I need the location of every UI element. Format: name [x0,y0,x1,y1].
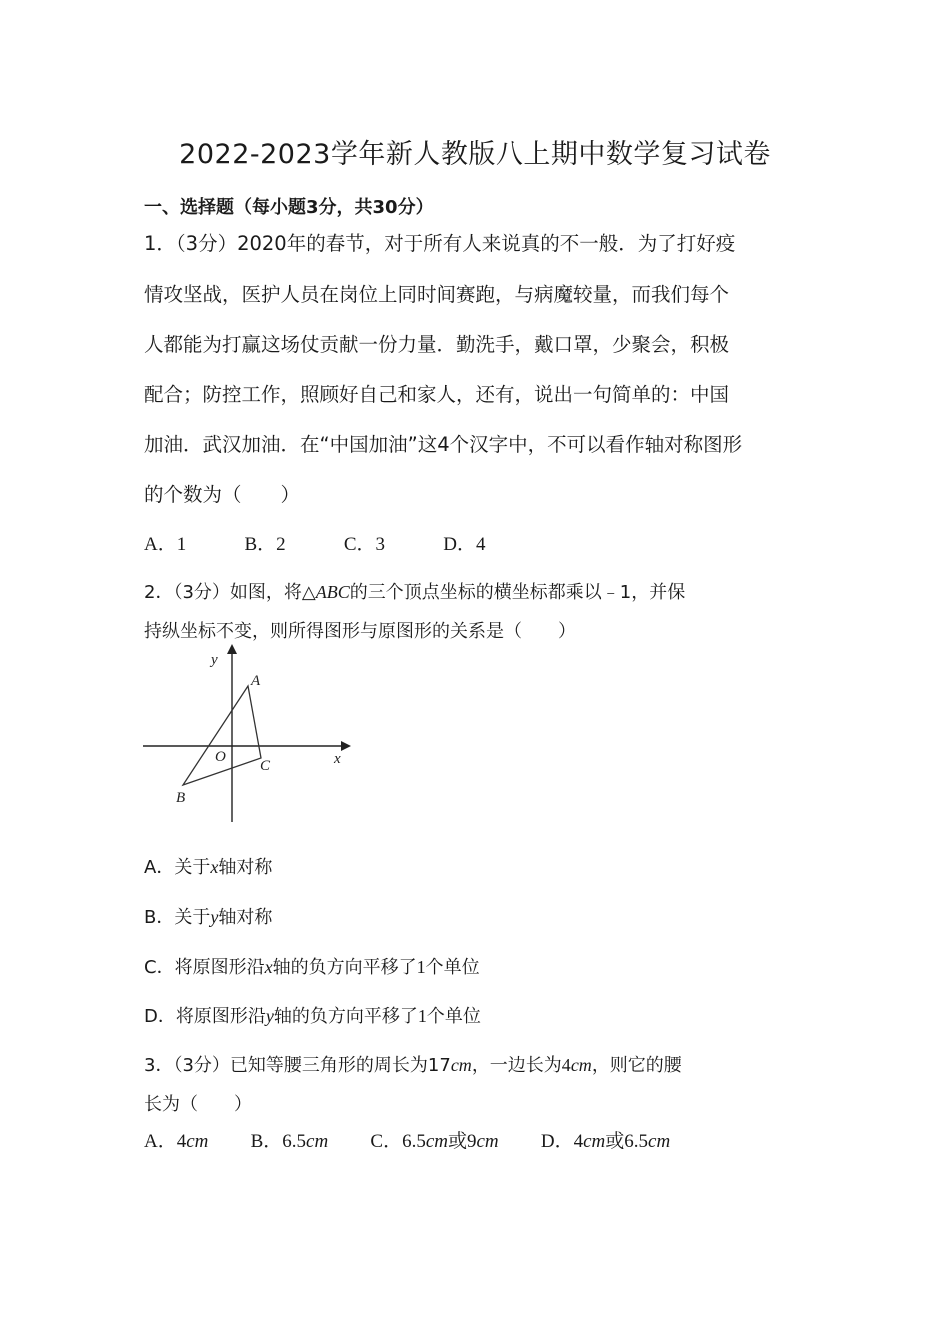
y-axis-arrow [227,644,237,654]
page-title: 2022-2023学年新人教版八上期中数学复习试卷 [179,139,771,170]
q3-option-d-unit-2: cm [648,1131,671,1152]
q1-option-b: B．2 [244,534,286,555]
q3-option-a [144,1126,208,1153]
q3-unit-1: cm [450,1055,472,1075]
q3-line-1-c: ，则它的腰 [591,1055,682,1075]
q2-option-b-rest: 轴对称 [218,907,273,927]
q1-line-6: 的个数为（ ） [144,483,301,506]
q3-option-c-text-2: 或9 [447,1131,477,1152]
q2-option-c-var: x [264,957,273,977]
q3-option-c-unit: cm [425,1131,448,1152]
q3-unit-2: cm [570,1055,592,1075]
q3-option-d-unit: cm [583,1131,606,1152]
q3-line-1-a: 3．（3分）已知等腰三角形的周长为17 [144,1055,451,1076]
q3-line-1 [144,1051,682,1077]
q2-line-1-a: 2．（3分）如图，将△ [144,582,316,603]
q1-line-3: 人都能为打赢这场仗贡献一份力量．勤洗手，戴口罩，少聚会，积极 [144,333,730,356]
q3-line-1-b: ，一边长为4 [471,1055,571,1075]
q1-line-4: 配合；防控工作，照顾好自己和家人，还有，说出一句简单的：中国 [144,383,730,406]
q3-option-c [370,1126,498,1153]
q3-option-d [541,1126,670,1153]
q2-option-a [144,853,272,879]
q2-option-a-rest: 轴对称 [218,857,273,877]
triangle-abc [183,686,261,785]
q1-line-5: 加油．武汉加油．在“中国加油”这4个汉字中，不可以看作轴对称图形 [144,433,743,456]
q3-option-c-text: C．6.5 [370,1131,426,1152]
x-axis-arrow [341,741,351,751]
q2-option-c-text: C．将原图形沿 [144,957,265,978]
q3-option-d-text-2: 或6.5 [605,1131,649,1152]
coordinate-figure [140,642,360,827]
q2-option-b [144,903,272,929]
q2-option-d-rest: 轴的负方向平移了1个单位 [273,1006,481,1026]
vertex-a-label: A [251,673,261,689]
q2-option-c [144,953,480,979]
q3-option-a-text: A．4 [144,1131,187,1152]
q3-option-c-unit-2: cm [476,1131,499,1152]
q3-option-a-unit: cm [186,1131,209,1152]
q2-triangle-label: ABC [315,582,350,602]
x-axis-label: x [334,751,341,767]
q3-option-b-unit: cm [306,1131,329,1152]
q3-line-2: 长为（ ） [144,1094,252,1114]
q1-options [144,529,537,556]
q1-line-1: 1．（3分）2020年的春节，对于所有人来说真的不一般．为了打好疫 [144,232,736,255]
q3-option-d-text: D．4 [540,1131,584,1152]
q2-line-2: 持纵坐标不变，则所得图形与原图形的关系是（ ） [144,621,576,642]
q3-option-b-text: B．6.5 [250,1131,307,1152]
q2-option-d-text: D．将原图形沿 [144,1006,266,1027]
q1-line-2: 情攻坚战，医护人员在岗位上同时间赛跑，与病魔较量，而我们每个 [144,283,730,306]
y-axis-label: y [211,652,218,668]
q2-option-a-var: x [210,857,219,877]
q2-option-a-text: A．关于 [144,857,211,878]
q1-option-c: C．3 [343,534,386,555]
q3-option-b [251,1126,329,1153]
q1-option-a: A．1 [144,534,187,555]
q2-line-1 [144,578,685,604]
q2-option-b-var: y [210,907,219,927]
vertex-b-label: B [176,790,186,806]
q2-option-b-text: B．关于 [144,907,211,928]
q1-option-d: D．4 [443,534,486,555]
section-heading: 一、选择题（每小题3分，共30分） [144,197,434,218]
q3-options [144,1126,706,1153]
q2-line-1-c: 的三个顶点坐标的横坐标都乘以﹣1，并保 [349,582,686,603]
origin-label: O [215,749,226,765]
q2-option-c-rest: 轴的负方向平移了1个单位 [272,957,480,977]
vertex-c-label: C [260,758,271,774]
q2-option-d [144,1002,481,1028]
q2-option-d-var: y [265,1006,274,1026]
